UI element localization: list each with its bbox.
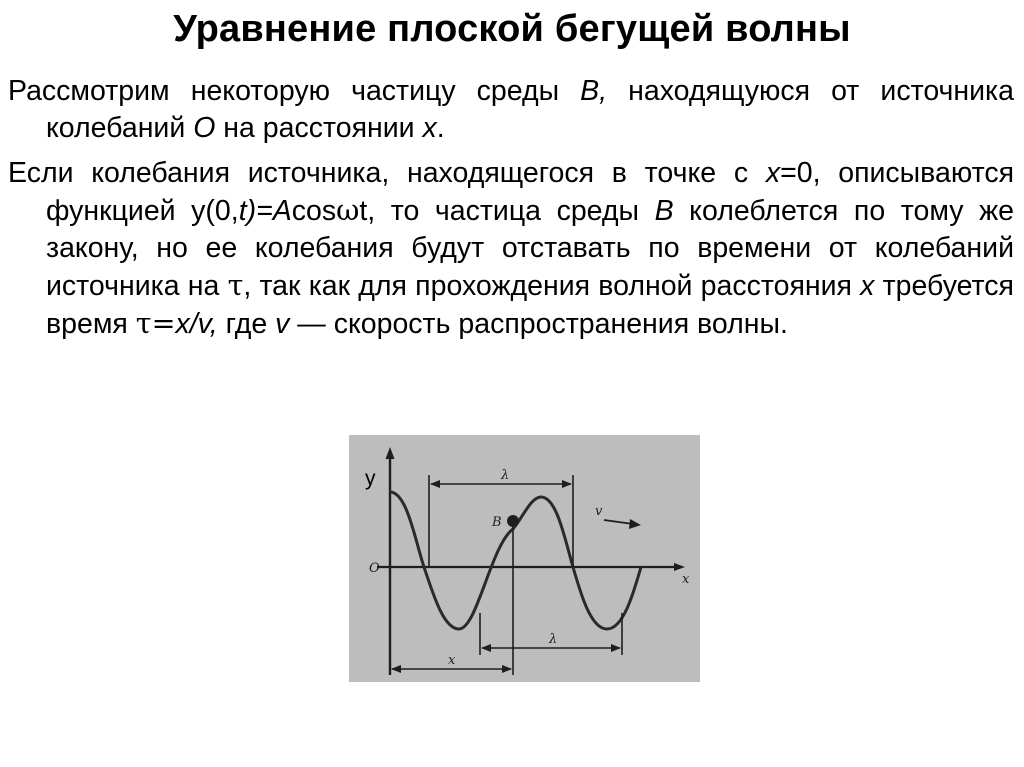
p2-omega: ω <box>336 194 360 227</box>
p2-text-5: колеблется по тому же закону, но ее колебания будут отставать по времени от колебаний источника на <box>46 195 1014 302</box>
wave-diagram-svg <box>349 435 700 682</box>
p2-cos: cos <box>291 195 337 227</box>
p2-t-equals-a: t)=A <box>238 195 292 227</box>
y-axis-label: y <box>365 467 376 490</box>
p1-point-b: B, <box>580 75 608 107</box>
p1-text-1: Рассмотрим некоторую частицу среды <box>8 75 581 107</box>
p2-x-1: x <box>765 157 781 189</box>
x-distance-label: x <box>448 653 456 668</box>
p2-text-4: t, то частица среды <box>359 195 655 227</box>
velocity-label: v <box>595 504 603 519</box>
p2-text-7: требуется время <box>46 270 1014 340</box>
p2-text-1: Если колебания источника, находящегося в точке с <box>8 157 766 189</box>
p2-point-b: B <box>654 195 674 227</box>
lambda-bottom-label: λ <box>549 632 558 647</box>
p1-text-2: находящуюся от источника колебаний <box>46 75 1014 144</box>
p2-tau-2: τ= <box>135 307 176 340</box>
lambda-top-label: λ <box>501 468 510 483</box>
p2-x-2: x <box>860 270 875 302</box>
p2-formula: x/v, <box>175 308 218 340</box>
p1-source-o: O <box>193 112 216 144</box>
p1-text-3: на расстоянии <box>215 112 423 144</box>
p2-text-6: , так как для прохождения волной расстояния <box>243 270 861 302</box>
p1-distance-x: x <box>422 112 437 144</box>
figure-background <box>349 435 700 682</box>
slide-title: Уравнение плоской бегущей волны <box>173 8 851 50</box>
paragraph-source-oscillation <box>8 155 1014 343</box>
wave-figure <box>349 435 700 682</box>
point-b-marker <box>507 515 519 527</box>
origin-label: O <box>369 561 380 576</box>
paragraph-particle-b <box>8 73 1014 147</box>
point-b-label: B <box>492 515 502 530</box>
p2-v: v <box>275 308 290 340</box>
p2-tau-1: τ <box>227 269 244 302</box>
p1-text-4: . <box>436 112 445 144</box>
p2-text-9: — скорость распространения волны. <box>289 308 788 340</box>
p2-text-2: =0, описываются функцией y(0, <box>46 157 1014 227</box>
x-axis-label: x <box>682 572 690 587</box>
p2-text-8: где <box>217 308 276 340</box>
